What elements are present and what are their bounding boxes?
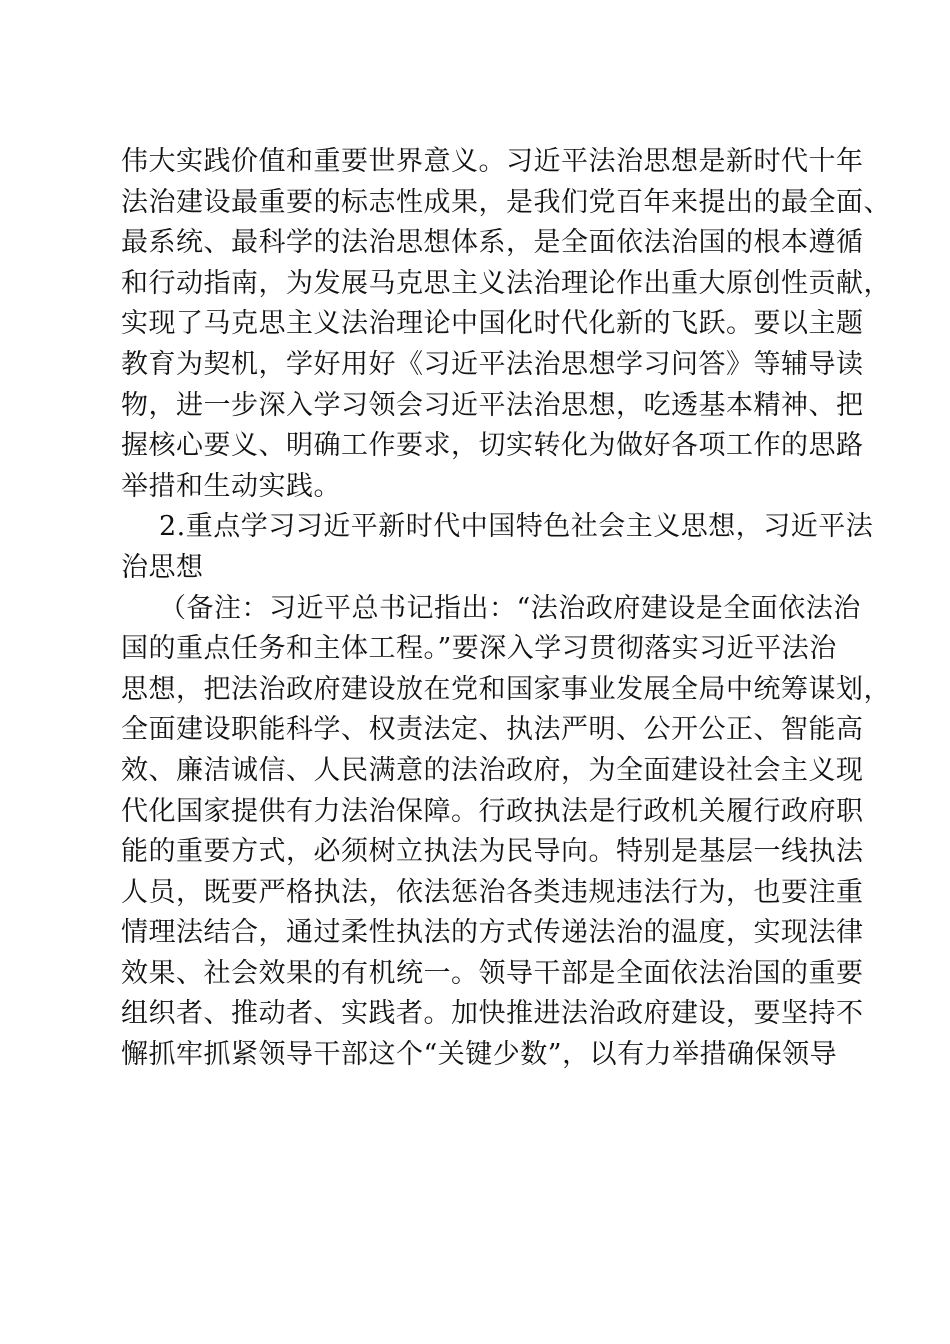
text-line: 法治建设最重要的标志性成果，是我们党百年来提出的最全面、 [121,186,891,218]
text-line: （备注：习近平总书记指出：“法治政府建设是全面依法治 [159,592,861,624]
text-line: 组织者、推动者、实践者。加快推进法治政府建设，要坚持不 [121,998,864,1030]
text-line: 最系统、最科学的法治思想体系，是全面依法治国的根本遵循 [121,227,864,259]
text-line: 人员，既要严格执法，依法惩治各类违规违法行为，也要注重 [121,876,864,908]
section-heading-line: 治思想 [121,551,204,583]
text-line: 思想，把法治政府建设放在党和国家事业发展全局中统筹谋划， [121,673,891,705]
text-line: 效、廉洁诚信、人民满意的法治政府，为全面建设社会主义现 [121,754,864,786]
text-line: 懈抓牢抓紧领导干部这个“关键少数”，以有力举措确保领导 [121,1039,838,1071]
text-line: 效果、社会效果的有机统一。领导干部是全面依法治国的重要 [121,957,864,989]
text-line: 和行动指南，为发展马克思主义法治理论作出重大原创性贡献， [121,267,891,299]
text-line: 握核心要义、明确工作要求，切实转化为做好各项工作的思路 [121,430,864,462]
text-line: 情理法结合，通过柔性执法的方式传递法治的温度，实现法律 [121,917,864,949]
body-text [121,142,891,1076]
section-heading-line: 2.重点学习习近平新时代中国特色社会主义思想，习近平法 [159,511,874,543]
text-line: 伟大实践价值和重要世界意义。习近平法治思想是新时代十年 [121,146,864,177]
text-line: 全面建设职能科学、权责法定、执法严明、公开公正、智能高 [121,714,864,746]
text-line: 实现了马克思主义法治理论中国化时代化新的飞跃。要以主题 [121,308,864,340]
text-line: 物，进一步深入学习领会习近平法治思想，吃透基本精神、把 [121,389,864,421]
text-line: 举措和生动实践。 [121,470,341,502]
text-line: 能的重要方式，必须树立执法为民导向。特别是基层一线执法 [121,836,864,868]
text-line: 教育为契机，学好用好《习近平法治思想学习问答》等辅导读 [121,348,864,380]
text-line: 代化国家提供有力法治保障。行政执法是行政机关履行政府职 [121,795,864,827]
text-line: 国的重点任务和主体工程。”要深入学习贯彻落实习近平法治 [121,633,837,665]
